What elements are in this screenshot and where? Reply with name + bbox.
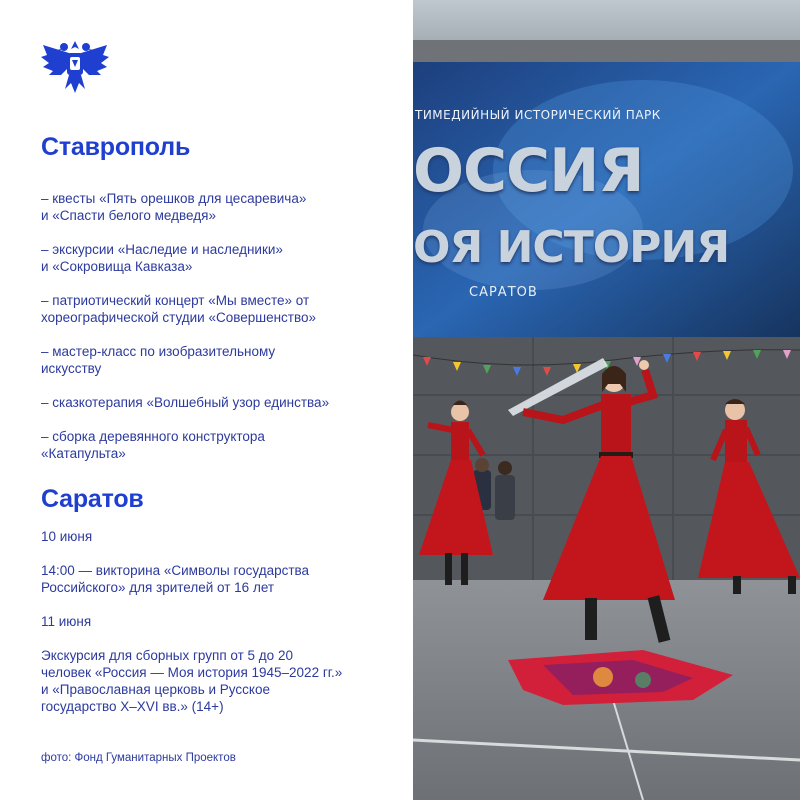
list-item: – квесты «Пять орешков для цесаревича» и «Спасти белого медведя» bbox=[41, 191, 307, 223]
photo-credit: фото: Фонд Гуманитарных Проектов bbox=[41, 752, 236, 764]
event-description: 14:00 — викторина «Символы государства Российского» для зрителей от 16 лет bbox=[41, 563, 310, 595]
event-photo bbox=[413, 0, 800, 800]
city-title-saratov: Саратов bbox=[41, 485, 144, 513]
city-title-stavropol: Ставрополь bbox=[41, 133, 191, 161]
banner-city: САРАТОВ bbox=[469, 285, 538, 300]
list-item: – сказкотерапия «Волшебный узор единства» bbox=[41, 395, 330, 410]
eagle-emblem-icon bbox=[39, 35, 111, 99]
list-item: – мастер-класс по изобразительному искусству bbox=[41, 344, 276, 376]
list-item: – сборка деревянного конструктора «Катапульта» bbox=[41, 429, 265, 461]
event-description: Экскурсия для сборных групп от 5 до 20 человек «Россия — Моя история 1945–2022 гг.» и «Православная церковь и Русское государство X–XVI вв.» (14+) bbox=[41, 648, 343, 714]
banner-title-line2: ОЯ ИСТОРИЯ bbox=[413, 222, 730, 273]
banner-subtitle: ТИМЕДИЙНЫЙ ИСТОРИЧЕСКИЙ ПАРК bbox=[415, 108, 661, 122]
event-date: 10 июня bbox=[41, 529, 93, 544]
list-item: – экскурсии «Наследие и наследники» и «Сокровища Кавказа» bbox=[41, 242, 283, 274]
banner-title-line1: ОССИЯ bbox=[413, 136, 644, 206]
list-item: – патриотический концерт «Мы вместе» от хореографической студии «Совершенство» bbox=[41, 293, 317, 325]
event-date: 11 июня bbox=[41, 614, 92, 629]
